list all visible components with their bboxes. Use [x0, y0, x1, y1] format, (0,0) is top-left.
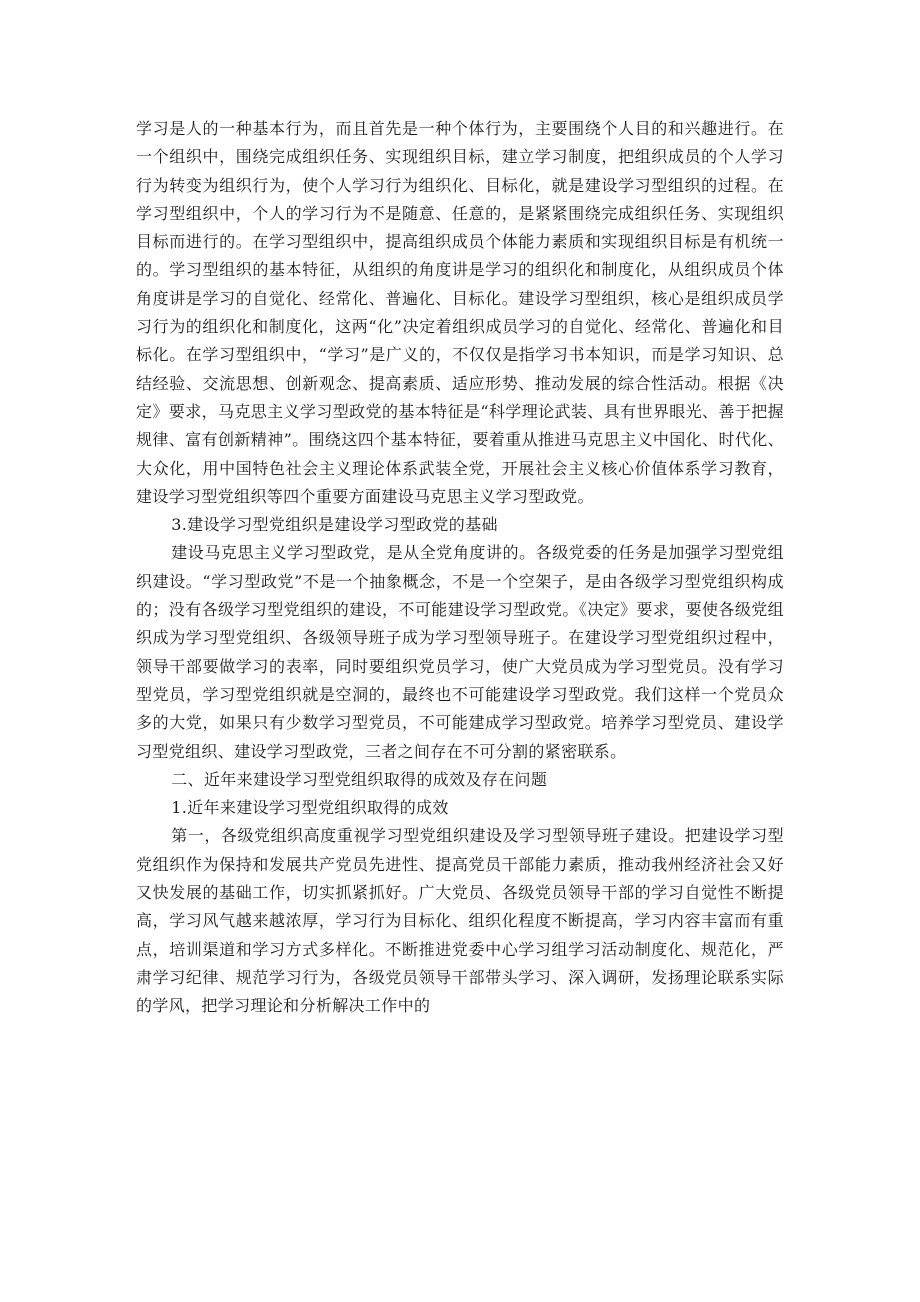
paragraph-achievements-first: 第一，各级党组织高度重视学习型党组织建设及学习型领导班子建设。把建设学习型党组织作为保持和发展共产党员先进性、提高党员干部能力素质，推动我州经济社会又好又快发展的基础工作，切实抓紧抓好。广大党员、各级党员领导干部的学习自觉性不断提高，学习风气越来越浓厚，学习行为目标化、组织化程度不断提高，学习内容丰富而有重点，培训渠道和学习方式多样化。不断推进党委中心学习组学习活动制度化、规范化，严肃学习纪律、规范学习行为，各级党员领导干部带头学习、深入调研，发扬理论联系实际的学风，把学习理论和分析解决工作中的 [136, 826, 784, 1016]
chapter-heading-2: 二、近年来建设学习型党组织取得的成效及存在问题 [171, 769, 548, 789]
section-heading-3: 3.建设学习型党组织是建设学习型政党的基础 [171, 515, 498, 535]
paragraph-learning-organization: 学习是人的一种基本行为，而且首先是一种个体行为，主要围绕个人目的和兴趣进行。在一个组织中，围绕完成组织任务、实现组织目标，建立学习制度，把组织成员的个人学习行为转变为组织行为，使个人学习行为组织化、目标化，就是建设学习型组织的过程。在学习型组织中，个人的学习行为不是随意、任意的，是紧紧围绕完成组织任务、实现组织目标而进行的。在学习型组织中，提高组织成员个体能力素质和实现组织目标是有机统一的。学习型组织的基本特征，从组织的角度讲是学习的组织化和制度化，从组织成员个体角度讲是学习的自觉化、经常化、普遍化、目标化。建设学习型组织，核心是组织成员学习行为的组织化和制度化，这两“化”决定着组织成员学习的自觉化、经常化、普遍化和目标化。在学习型组织中，“学习”是广义的，不仅仅是指学习书本知识，而是学习知识、总结经验、交流思想、创新观念、提高素质、适应形势、推动发展的综合性活动。根据《决定》要求，马克思主义学习型政党的基本特征是“科学理论武装、具有世界眼光、善于把握规律、富有创新精神”。围绕这四个基本特征，要着重从推进马克思主义中国化、时代化、大众化，用中国特色社会主义理论体系武装全党，开展社会主义核心价值体系学习教育，建设学习型党组织等四个重要方面建设马克思主义学习型政党。 [136, 119, 784, 506]
document-body [136, 115, 784, 1021]
section-heading-1: 1.近年来建设学习型党组织取得的成效 [171, 798, 449, 818]
paragraph-learning-party: 建设马克思主义学习型政党，是从全党角度讲的。各级党委的任务是加强学习型党组织建设。“学习型政党”不是一个抽象概念，不是一个空架子，是由各级学习型党组织构成的；没有各级学习型党组织的建设，不可能建设学习型政党。《决定》要求，要使各级党组织成为学习型党组织、各级领导班子成为学习型领导班子。在建设学习型党组织过程中，领导干部要做学习的表率，同时要组织党员学习，使广大党员成为学习型党员。没有学习型党员，学习型党组织就是空洞的，最终也不可能建设学习型政党。我们这样一个党员众多的大党，如果只有少数学习型党员，不可能建成学习型政党。培养学习型党员、建设学习型党组织、建设学习型政党，三者之间存在不可分割的紧密联系。 [136, 543, 784, 761]
